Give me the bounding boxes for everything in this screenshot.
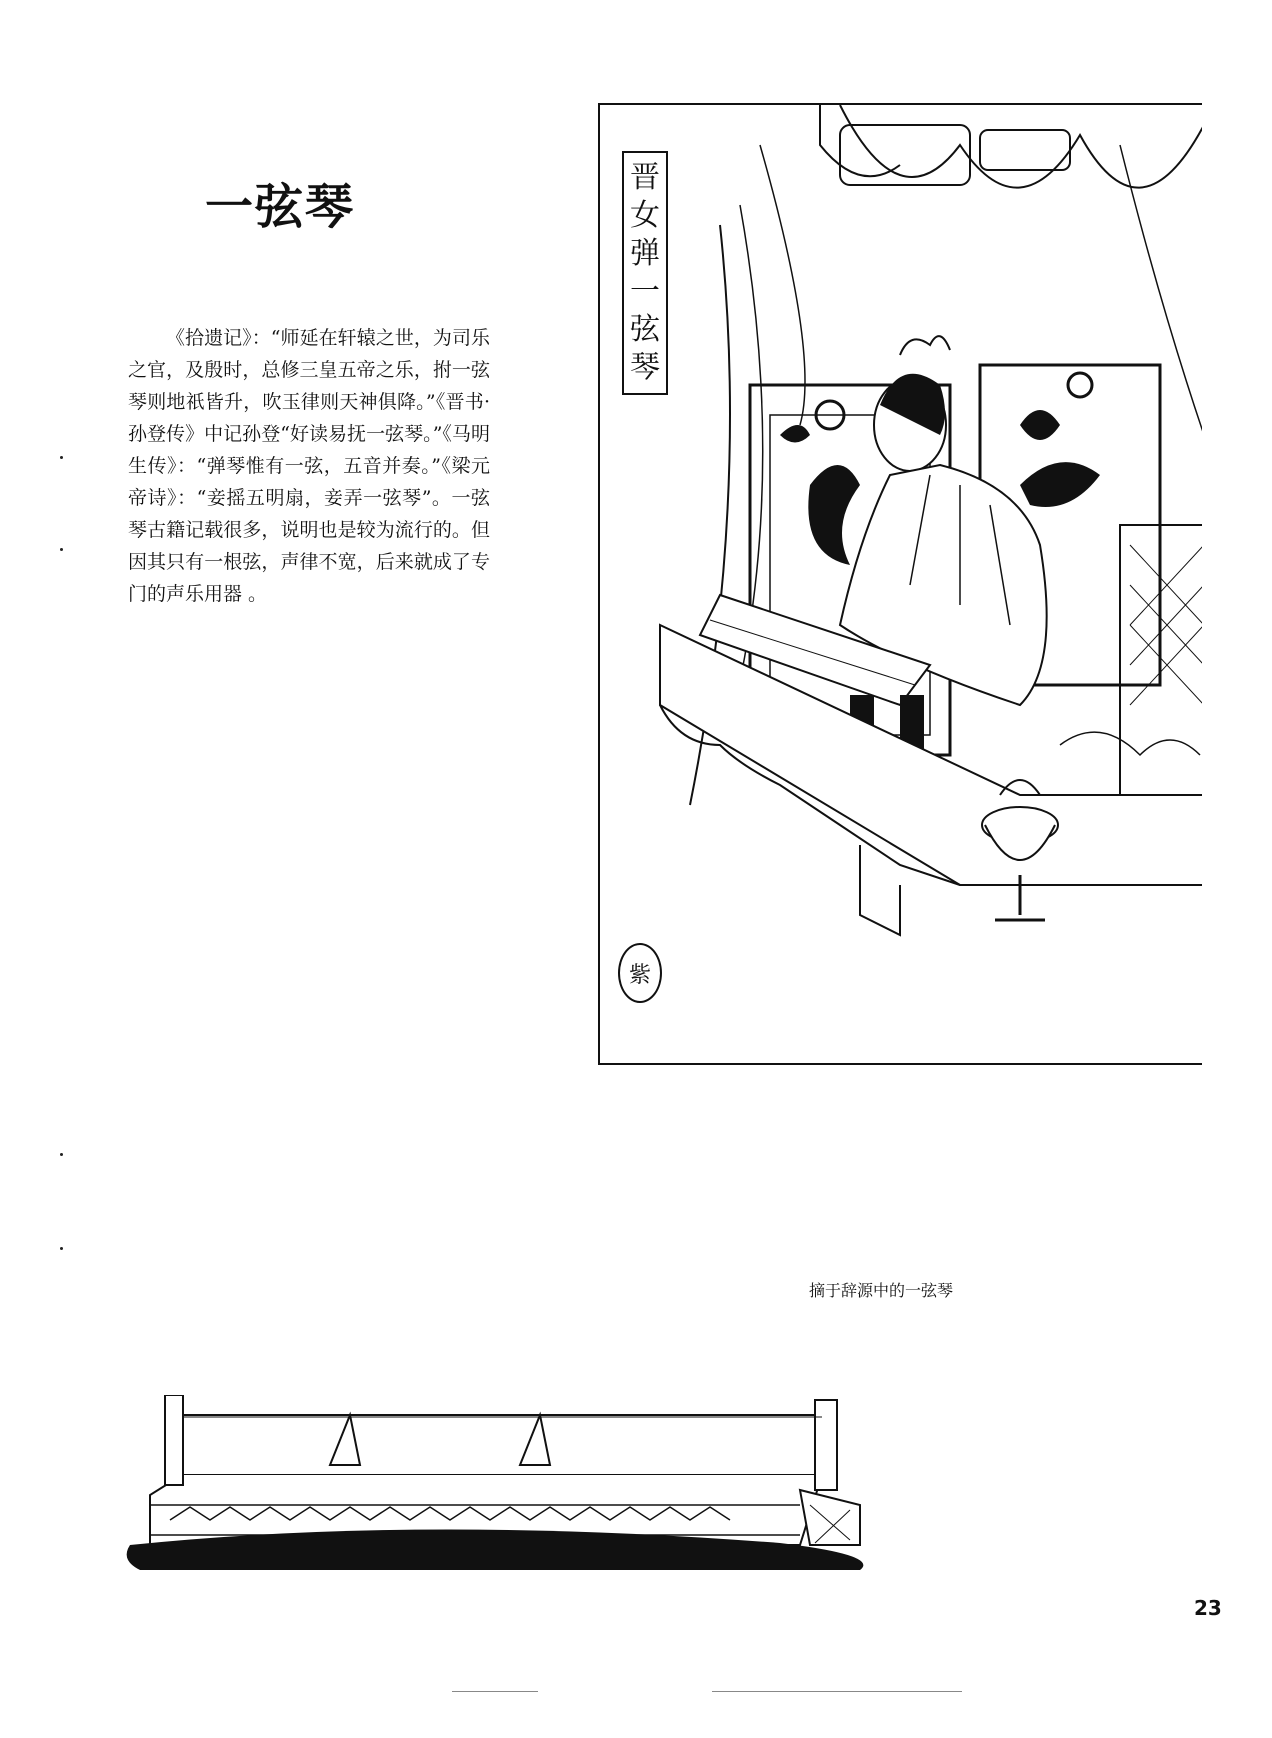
illustration-frame (598, 103, 1202, 1065)
scan-rule (452, 1691, 538, 1692)
figure-caption: 摘于辞源中的一弦琴 (809, 1281, 954, 1300)
label-char: 晋 (630, 160, 660, 195)
label-char: 弹 (630, 236, 660, 271)
vertical-title-label (622, 151, 668, 395)
label-char: 弦 (630, 312, 660, 347)
label-char: 女 (630, 198, 660, 233)
label-char: 琴 (630, 350, 660, 385)
scan-speck (60, 456, 63, 459)
label-char: 一 (630, 274, 660, 309)
woman-playing-zither-illustration (600, 105, 1202, 1065)
scan-speck (60, 1247, 63, 1250)
page-number: 23 (1194, 1596, 1222, 1620)
body-paragraph: 《拾遗记》：“师延在轩辕之世，为司乐之官，及殷时，总修三皇五帝之乐，拊一弦琴则地祇皆升，吹玉律则天神俱降。”《晋书·孙登传》中记孙登“好读易抚一弦琴。”《马明生传》：“弹琴惟有一弦，五音并奏。”《梁元帝诗》：“妾摇五明扇，妾弄一弦琴”。一弦琴古籍记载很多，说明也是较为流行的。但因其只有一根弦，声律不宽，后来就成了专门的声乐用器 。 (128, 327, 490, 605)
scan-speck (60, 1153, 63, 1156)
artist-seal: 紫 (618, 943, 662, 1003)
one-string-zither-diagram (120, 1395, 880, 1575)
scan-speck (60, 548, 63, 551)
scan-rule (712, 1691, 962, 1692)
page-title: 一弦琴 (205, 179, 356, 235)
